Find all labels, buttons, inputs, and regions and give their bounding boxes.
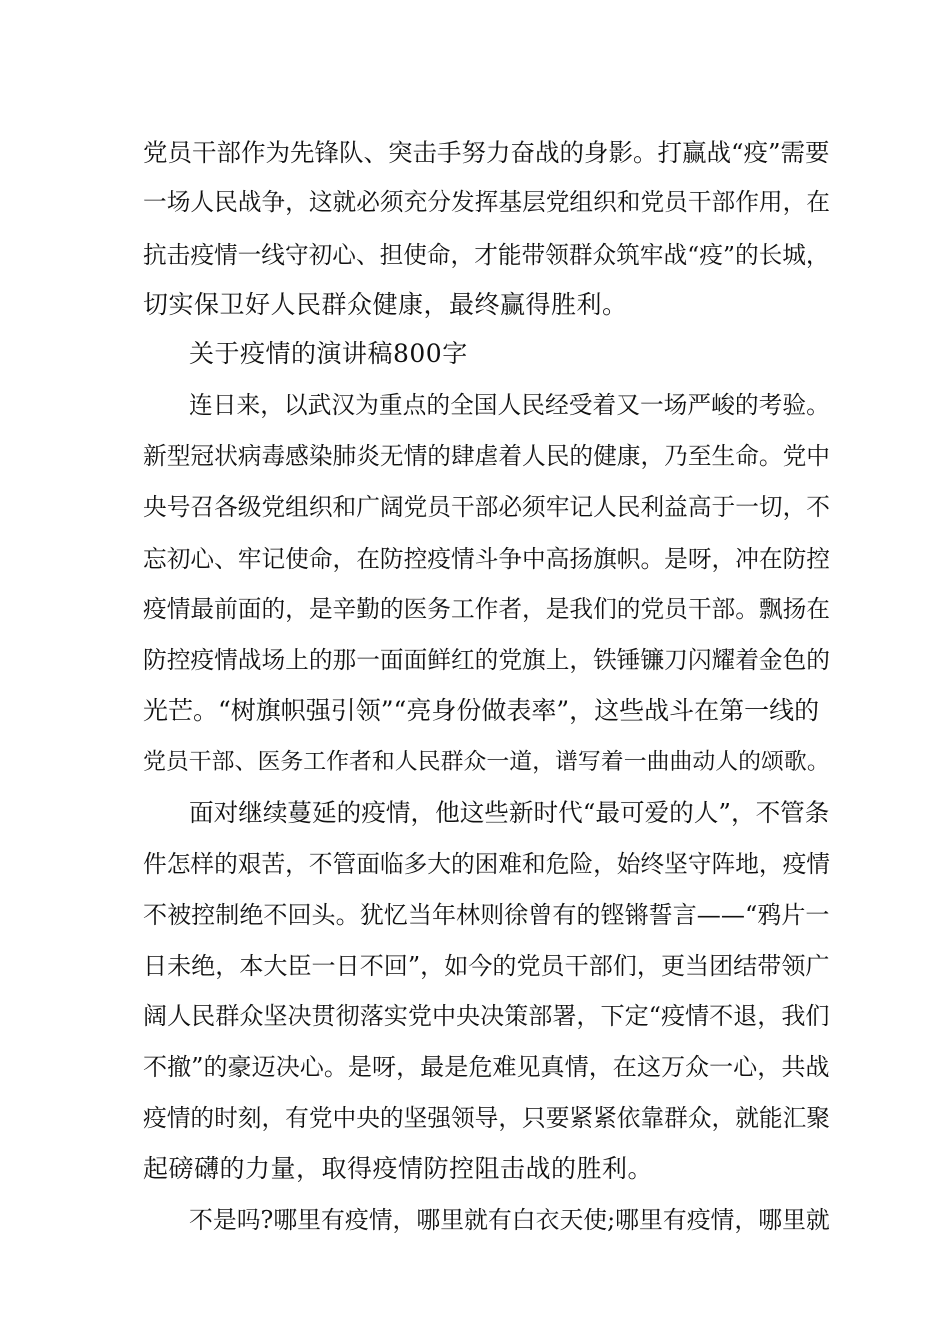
text-line-10: 疫情最前面的，是辛勤的医务工作者，是我们的党员干部。飘扬在 [143, 595, 830, 623]
text-line-15: 件怎样的艰苦，不管面临多大的困难和危险，始终坚守阵地，疫情 [143, 850, 830, 878]
text-line-2: 一场人民战争，这就必须充分发挥基层党组织和党员干部作用，在 [143, 188, 830, 216]
text-line-16: 不被控制绝不回头。犹忆当年林则徐曾有的铿锵誓言——“鸦片一 [143, 901, 830, 929]
text-line-22: 不是吗?哪里有疫情，哪里就有白衣天使;哪里有疫情，哪里就 [189, 1206, 830, 1234]
text-line-17: 日未绝，本大臣一日不回”，如今的党员干部们，更当团结带领广 [143, 952, 830, 980]
text-line-14: 面对继续蔓延的疫情，他这些新时代“最可爱的人”，不管条 [189, 798, 830, 827]
text-line-3: 抗击疫情一线守初心、担使命，才能带领群众筑牢战“疫”的长城， [143, 241, 830, 269]
text-line-20: 疫情的时刻，有党中央的坚强领导，只要紧紧依靠群众，就能汇聚 [143, 1104, 830, 1132]
section-heading: 关于疫情的演讲稿800字 [189, 339, 468, 368]
text-line-21: 起磅礴的力量，取得疫情防控阻击战的胜利。 [143, 1154, 654, 1183]
text-line-11: 防控疫情战场上的那一面面鲜红的党旗上，铁锤镰刀闪耀着金色的 [143, 646, 830, 674]
text-line-12: 光芒。“树旗帜强引领”“亮身份做表率”，这些战斗在第一线的 [143, 696, 820, 725]
text-line-4: 切实保卫好人民群众健康，最终赢得胜利。 [143, 290, 628, 319]
text-line-6: 连日来，以武汉为重点的全国人民经受着又一场严峻的考验。 [189, 391, 830, 419]
text-line-9: 忘初心、牢记使命，在防控疫情斗争中高扬旗帜。是呀，冲在防控 [143, 545, 830, 573]
text-line-19: 不撤”的豪迈决心。是呀，最是危难见真情，在这万众一心，共战 [143, 1053, 830, 1081]
text-line-13: 党员干部、医务工作者和人民群众一道，谱写着一曲曲动人的颂歌。 [143, 749, 830, 775]
text-line-1: 党员干部作为先锋队、突击手努力奋战的身影。打赢战“疫”需要 [143, 138, 830, 167]
text-line-7: 新型冠状病毒感染肺炎无情的肆虐着人民的健康，乃至生命。党中 [143, 442, 830, 470]
text-line-18: 阔人民群众坚决贯彻落实党中央决策部署，下定“疫情不退，我们 [143, 1002, 830, 1030]
text-line-8: 央号召各级党组织和广阔党员干部必须牢记人民利益高于一切，不 [143, 493, 830, 521]
